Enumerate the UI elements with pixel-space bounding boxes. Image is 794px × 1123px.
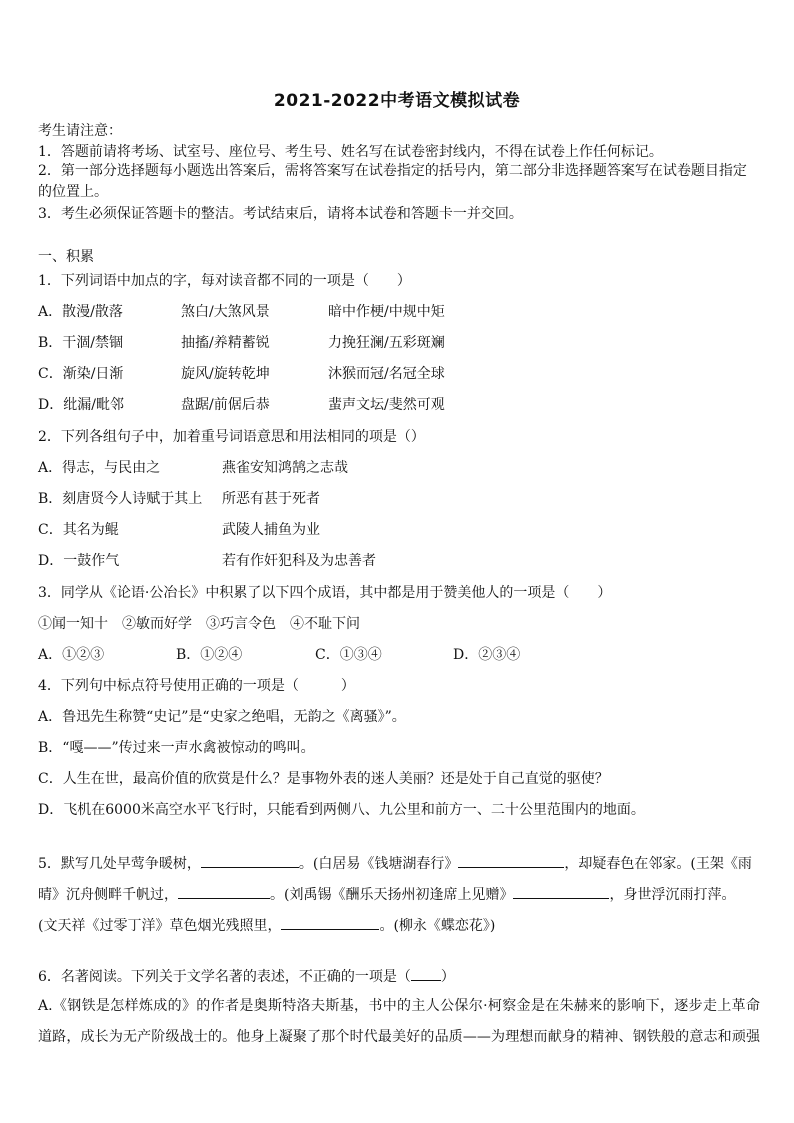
q5-text-2c: ，身世浮沉雨打萍。 (609, 887, 736, 903)
q1-option-d-2: 盘踞/前倨后恭 (181, 397, 270, 413)
q1-option-c-2: 旋风/旋转乾坤 (181, 366, 270, 382)
q2-option-a-1: A．得志，与民由之 (38, 460, 161, 476)
q2-option-d-1: D．一鼓作气 (38, 553, 120, 569)
q6-option-a-line-2: 道路，成长为无产阶级战士的。他身上凝聚了那个时代最美好的品质——为理想而献身的精神、钢铁般的意志和顽强 (38, 1029, 760, 1045)
q2-option-d-2: 若有作奸犯科及为忠善者 (222, 553, 376, 569)
q2-option-b-2: 所恶有甚于死者 (222, 491, 320, 507)
q5-text-3b: 。(柳永《蝶恋花》) (379, 918, 496, 934)
q3-stem: 3．同学从《论语·公冶长》中积累了以下四个成语，其中都是用于赞美他人的一项是（ ） (38, 585, 612, 601)
q3-option-d: D．②③④ (453, 647, 521, 663)
q5-line-2 (38, 884, 735, 904)
q3-option-c: C．①③④ (315, 647, 382, 663)
q5-text-1b: 。(白居易《钱塘湖春行》 (298, 856, 459, 872)
q5-line-3 (38, 915, 495, 935)
q2-option-c-2: 武陵人捕鱼为业 (222, 522, 320, 538)
q5-blank-5[interactable] (281, 915, 379, 930)
section-heading: 一、积累 (38, 249, 94, 265)
q1-option-b-2: 抽搐/养精蓄锐 (181, 335, 270, 351)
q5-blank-1[interactable] (201, 853, 299, 868)
notice-heading: 考生请注意： (38, 123, 122, 139)
exam-title: 2021-2022中考语文模拟试卷 (273, 91, 521, 111)
q1-option-a-2: 煞白/大煞风景 (181, 304, 270, 320)
q6-option-a-line-1: A.《钢铁是怎样炼成的》的作者是奥斯特洛夫斯基，书中的主人公保尔·柯察金是在朱赫来的影响下，逐步走上革命 (38, 998, 760, 1014)
q6-stem-end: ） (440, 969, 455, 985)
q1-option-d-3: 蜚声文坛/斐然可观 (328, 397, 445, 413)
q2-option-b-1: B．刻唐贤今人诗赋于其上 (38, 491, 203, 507)
q4-option-a: A．鲁迅先生称赞“史记”是“史家之绝唱，无韵之《离骚》”。 (38, 709, 406, 725)
q1-option-c-1: C．渐染/日渐 (38, 366, 124, 382)
q4-option-b: B．“嘎——”传过来一声水禽被惊动的鸣叫。 (38, 740, 315, 756)
q1-option-b-1: B．干涸/禁锢 (38, 335, 124, 351)
q4-stem: 4．下列句中标点符号使用正确的一项是（ ） (38, 678, 355, 694)
q5-text-1a: 5．默写几处早莺争暖树， (38, 856, 201, 872)
q5-blank-4[interactable] (513, 884, 609, 899)
q3-option-b: B．①②④ (176, 647, 243, 663)
q1-stem: 1．下列词语中加点的字，每对读音都不同的一项是（ ） (38, 273, 411, 289)
q1-option-b-3: 力挽狂澜/五彩斑斓 (328, 335, 445, 351)
notice-item-2: 2．第一部分选择题每小题选出答案后，需将答案写在试卷指定的括号内，第二部分非选择题答案写在试卷题目指定的位置上。 (38, 163, 747, 200)
q6-answer-blank[interactable] (411, 966, 441, 981)
q5-text-1c: ，却疑春色在邻家。(王架《雨 (564, 856, 752, 872)
q4-option-c: C．人生在世，最高价值的欣赏是什么？是事物外表的迷人美丽？还是处于自己直觉的驱使？ (38, 771, 609, 787)
q3-option-a: A．①②③ (38, 647, 105, 663)
q5-text-3a: (文天祥《过零丁洋》草色烟光残照里， (38, 918, 282, 934)
q5-blank-3[interactable] (178, 884, 270, 899)
q1-option-c-3: 沐猴而冠/名冠全球 (328, 366, 445, 382)
q5-text-2b: 。(刘禹锡《酬乐天扬州初逢席上见赠》 (270, 887, 514, 903)
q3-idioms: ①闻一知十 ②敏而好学 ③巧言令色 ④不耻下问 (38, 616, 360, 632)
q2-option-c-1: C．其名为鲲 (38, 522, 119, 538)
q4-option-d: D．飞机在6000米高空水平飞行时，只能看到两侧八、九公里和前方一、二十公里范围内的地面。 (38, 802, 645, 818)
q2-stem: 2．下列各组句子中，加着重号词语意思和用法相同的项是（） (38, 429, 425, 445)
q5-blank-2[interactable] (458, 853, 564, 868)
q1-option-a-3: 暗中作梗/中规中矩 (328, 304, 445, 320)
q1-option-d-1: D．纰漏/毗邻 (38, 397, 124, 413)
q6-stem (38, 966, 455, 986)
notice-item-3: 3．考生必须保证答题卡的整洁。考试结束后，请将本试卷和答题卡一并交回。 (38, 206, 523, 222)
q5-line-1 (38, 853, 752, 873)
q5-text-2a: 晴》沉舟侧畔千帆过， (38, 887, 178, 903)
notice-item-1: 1．答题前请将考场、试室号、座位号、考生号、姓名写在试卷密封线内，不得在试卷上作任何标记。 (38, 144, 663, 160)
q6-stem-text: 6．名著阅读。下列关于文学名著的表述，不正确的一项是（ (38, 969, 411, 985)
q1-option-a-1: A．散漫/散落 (38, 304, 123, 320)
q2-option-a-2: 燕雀安知鸿鹄之志哉 (222, 460, 348, 476)
